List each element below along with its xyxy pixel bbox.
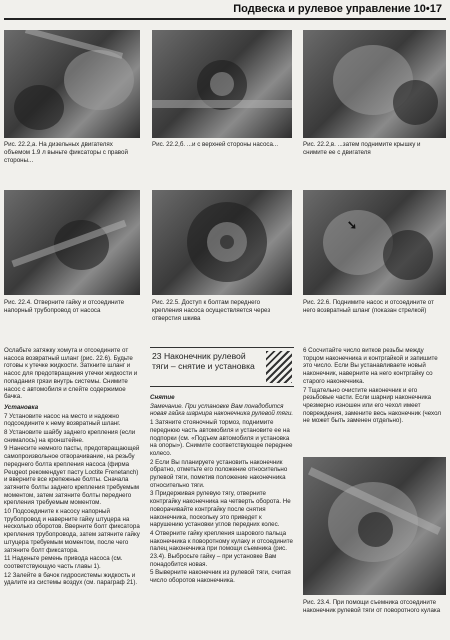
section-title: Наконечник рулевой тяги – снятие и установка	[152, 351, 255, 371]
installation-step: 10 Подсоедините к насосу напорный трубопровод и наверните гайку штуцера на несколько оборотов. Вверните болт фиксатора крепления трубопровода, затем затяните гайку штуцера требуемым моментом, после чего затяните болт фиксатора.	[4, 508, 140, 554]
installation-step: 11 Наденьте ремень привода насоса (см. соответствующую часть главы 1).	[4, 555, 123, 570]
removal-subheading: Снятие	[150, 394, 175, 401]
section-stripes-decoration	[266, 351, 292, 383]
figure-22-5-caption: Рис. 22.5. Доступ к болтам переднего крепления насоса осуществляется через отверстия шкива	[152, 299, 271, 322]
page-header	[0, 0, 450, 22]
figure-22-2b-photo	[152, 30, 292, 138]
intro-paragraph: Ослабьте затяжку хомута и отсоедините от насоса возвратный шланг (рис. 22.6). Будьте готовы к утечке жидкости. Заткните шланг и насос для предотвращения утечки жидкости и попадания грязи внутрь системы. Снимите насос с автомобиля и слейте содержимое бачка.	[4, 347, 138, 401]
figure-22-6-caption: Рис. 22.6. Поднимите насос и отсоедините от него возвратный шланг (показан стрелкой)	[303, 299, 434, 314]
removal-note: Замечание. При установке Вам понадобится новая гайка шарнира наконечника рулевой тяги.	[150, 402, 294, 418]
page-title: Подвеска и рулевое управление 10•17	[233, 3, 442, 15]
removal-step: 5 Выверните наконечник из рулевой тяги, считая число оборотов наконечника.	[150, 569, 291, 585]
middle-text-column	[150, 391, 294, 586]
figure-22-2a-caption: Рис. 22.2,а. На дизельных двигателях объемом 1.9 л выньте фиксаторы с правой стороны...	[4, 141, 128, 164]
figure-22-4-photo	[4, 190, 140, 295]
figure-22-5-photo	[152, 190, 292, 295]
figure-23-4-photo	[303, 457, 446, 595]
removal-step: 4 Отверните гайку крепления шарового пальца наконечника к поворотному кулаку и отсоедините палец наконечника при помощи съемника (рис. 23.4). Выбросьте гайку – при установке Вам понадобится новая.	[150, 529, 293, 568]
installation-subheading: Установка	[4, 403, 39, 411]
right-text-column	[303, 347, 446, 426]
section-number: 23	[152, 351, 162, 361]
installation-step: 7 Установите насос на место и надежно подсоедините к нему возвратный шланг.	[4, 412, 121, 428]
installation-step: 12 Залейте в бачок гидросистемы жидкость и удалите из системы воздух (см. параграф 21).	[4, 571, 138, 587]
removal-step: 3 Придерживая рулевую тягу, отверните контргайку наконечника на четверть оборота. Не поворачивайте контргайку после снятия наконечника, поскольку это приведет к нарушению установки углов передних колес.	[150, 490, 291, 529]
installation-step: 8 Установите шайбу заднего крепления (если снималось) на кронштейне.	[4, 429, 136, 444]
figure-22-6-photo	[303, 190, 446, 295]
figure-23-4-caption: Рис. 23.4. При помощи съемника отсоедините наконечник рулевой тяги от поворотного кулака	[303, 599, 441, 614]
figure-22-2a-photo	[4, 30, 140, 138]
procedure-step: 6 Сосчитайте число витков резьбы между торцом наконечника и контргайкой и запишите это число. Если Вы устанавливаете новый наконечник, наверните на него контргайку со старого наконечника.	[303, 347, 438, 385]
arrow-indicator-icon: ➘	[347, 218, 358, 232]
installation-step: 9 Нанесите немного пасты, предотвращающей самопроизвольное отворачивание, на резьбу переднего болта крепления насоса (фирма Peugeot рекомендует пасту Loctite Frenetanch) и вверните все крепежные болты. Сначала затяните болты заднего крепления требуемым моментом, затем затяните болты переднего крепления требуемым моментом.	[4, 445, 140, 507]
removal-step: 1 Затяните стояночный тормоз, поднимите переднюю часть автомобиля и установите ее на подпорки (см. «Подъем автомобиля и установка на опоры»). Снимите соответствующее переднее колесо.	[150, 419, 293, 457]
left-text-column	[4, 347, 142, 588]
removal-step: 2 Если Вы планируете установить наконечник обратно, отметьте его положение относительно рулевой тяги, пометив положение наконечника относительно тяги.	[150, 458, 288, 489]
figure-22-2c-caption: Рис. 22.2,в. ...затем поднимите крышку и снимите ее с двигателя	[303, 141, 421, 156]
figure-22-2c-photo	[303, 30, 446, 138]
header-divider	[4, 18, 446, 20]
section-heading	[150, 347, 294, 387]
figure-22-4-caption: Рис. 22.4. Отверните гайку и отсоедините напорный трубопровод от насоса	[4, 299, 125, 314]
figure-22-2b-caption: Рис. 22.2,б. ...и с верхней стороны насоса...	[152, 141, 279, 148]
procedure-step: 7 Тщательно очистите наконечник и его резьбовые части. Если шарнир наконечника чрезмерно изношен или его чехол имеет повреждения, замените весь наконечник (чехол не может быть заменен отдельно).	[303, 386, 441, 425]
